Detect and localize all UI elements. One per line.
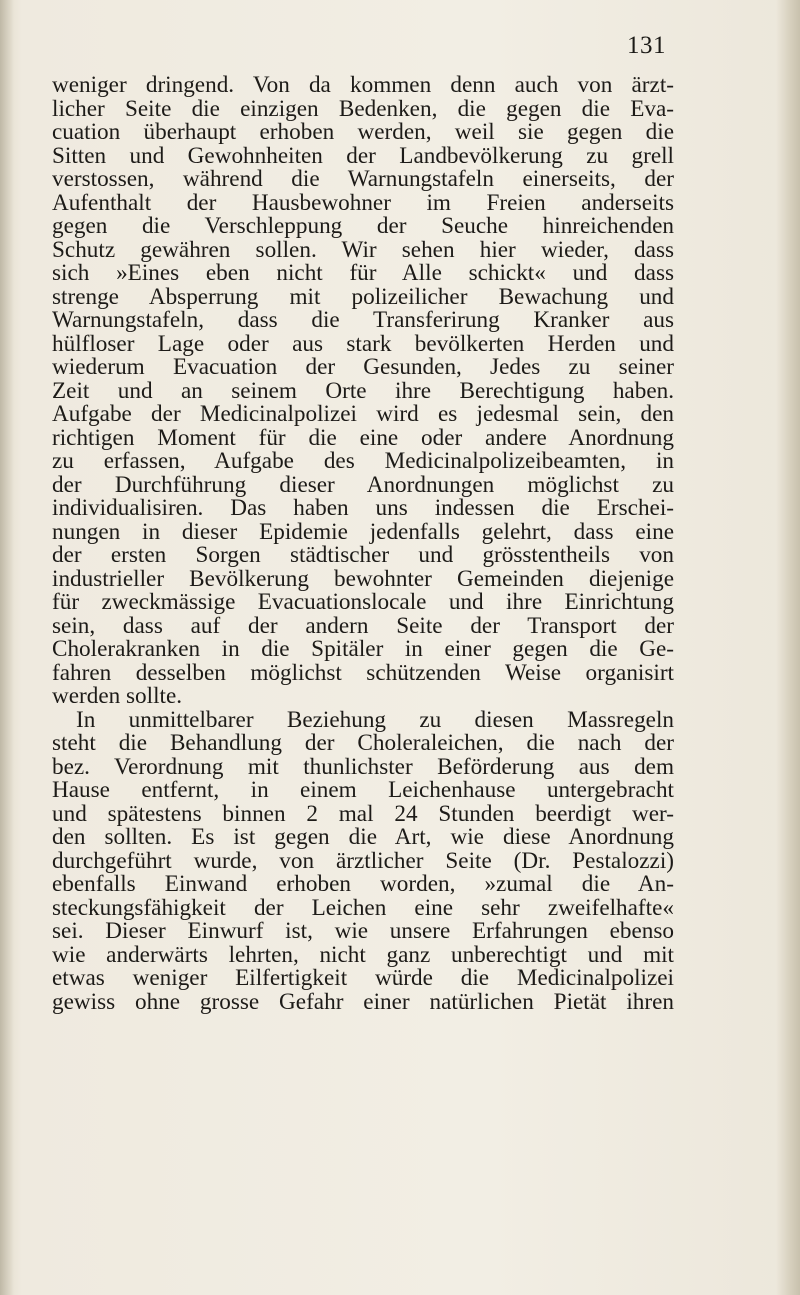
page-number: 131: [627, 32, 666, 59]
text-line: der Durchführung dieser Anordnungen möglichst zu: [52, 471, 674, 498]
text-line: fahren desselben möglichst schützenden Weise organisirt: [52, 659, 674, 686]
text-line: wie anderwärts lehrten, nicht ganz unberechtigt und mit: [52, 941, 674, 968]
text-line: steht die Behandlung der Choleraleichen, die nach der: [52, 730, 674, 756]
text-line: den sollten. Es ist gegen die Art, wie diese Anordnung: [52, 824, 674, 850]
text-line: hülfloser Lage oder aus stark bevölkerten Herden und: [52, 330, 674, 357]
text-line: sei. Dieser Einwurf ist, wie unsere Erfahrungen ebenso: [52, 918, 674, 944]
text-line: bez. Verordnung mit thunlichster Beförderung aus dem: [52, 753, 674, 780]
page-gutter-shadow: [0, 0, 14, 1295]
text-line: Warnungstafeln, dass die Transferirung Kranker aus: [52, 307, 674, 333]
text-line: zu erfassen, Aufgabe des Medicinalpolizeibeamten, in: [52, 448, 674, 474]
text-line: der ersten Sorgen städtischer und grösstentheils von: [52, 542, 674, 568]
text-line: richtigen Moment für die eine oder andere Anordnung: [52, 424, 674, 451]
body-text: [52, 74, 674, 1014]
text-line: weniger dringend. Von da kommen denn auch von ärzt-: [52, 72, 674, 98]
text-line: individualisiren. Das haben uns indessen die Erschei-: [52, 495, 674, 521]
text-line: Aufgabe der Medicinalpolizei wird es jedesmal sein, den: [52, 401, 674, 427]
text-line: nungen in dieser Epidemie jedenfalls gelehrt, dass eine: [52, 518, 674, 545]
text-line: steckungsfähigkeit der Leichen eine sehr zweifelhafte«: [52, 894, 674, 921]
text-line: industrieller Bevölkerung bewohnter Gemeinden diejenige: [52, 565, 674, 592]
text-line: gegen die Verschleppung der Seuche hinreichenden: [52, 213, 674, 239]
text-line: sein, dass auf der andern Seite der Transport der: [52, 612, 674, 639]
text-line: licher Seite die einzigen Bedenken, die gegen die Eva-: [52, 95, 674, 122]
text-line: etwas weniger Eilfertigkeit würde die Medicinalpolizei: [52, 965, 674, 991]
text-line: ebenfalls Einwand erhoben worden, »zumal die An-: [52, 871, 674, 897]
text-line: In unmittelbarer Beziehung zu diesen Massregeln: [76, 706, 674, 733]
text-line: strenge Absperrung mit polizeilicher Bewachung und: [52, 283, 674, 310]
text-line: wiederum Evacuation der Gesunden, Jedes zu seiner: [52, 354, 674, 380]
text-line: Cholerakranken in die Spitäler in einer gegen die Ge-: [52, 636, 674, 662]
page-edge-shadow: [776, 0, 800, 1295]
text-line: Aufenthalt der Hausbewohner im Freien anderseits: [52, 189, 674, 216]
text-line: für zweckmässige Evacuationslocale und ihre Einrichtung: [52, 589, 674, 615]
text-line: Schutz gewähren sollen. Wir sehen hier wieder, dass: [52, 236, 674, 263]
text-line: Sitten und Gewohnheiten der Landbevölkerung zu grell: [52, 142, 674, 169]
text-line: cuation überhaupt erhoben werden, weil sie gegen die: [52, 119, 674, 145]
text-line: durchgeführt wurde, von ärztlicher Seite (Dr. Pestalozzi): [52, 847, 674, 874]
text-line: gewiss ohne grosse Gefahr einer natürlichen Pietät ihren: [52, 988, 674, 1015]
text-line: werden sollte.: [52, 683, 183, 709]
text-line: sich »Eines eben nicht für Alle schickt« und dass: [52, 260, 674, 286]
text-line: verstossen, während die Warnungstafeln einerseits, der: [52, 166, 674, 192]
text-line: Hause entfernt, in einem Leichenhause untergebracht: [52, 777, 674, 803]
text-line: Zeit und an seinem Orte ihre Berechtigung haben.: [52, 377, 674, 404]
text-line: und spätestens binnen 2 mal 24 Stunden beerdigt wer-: [52, 800, 674, 827]
